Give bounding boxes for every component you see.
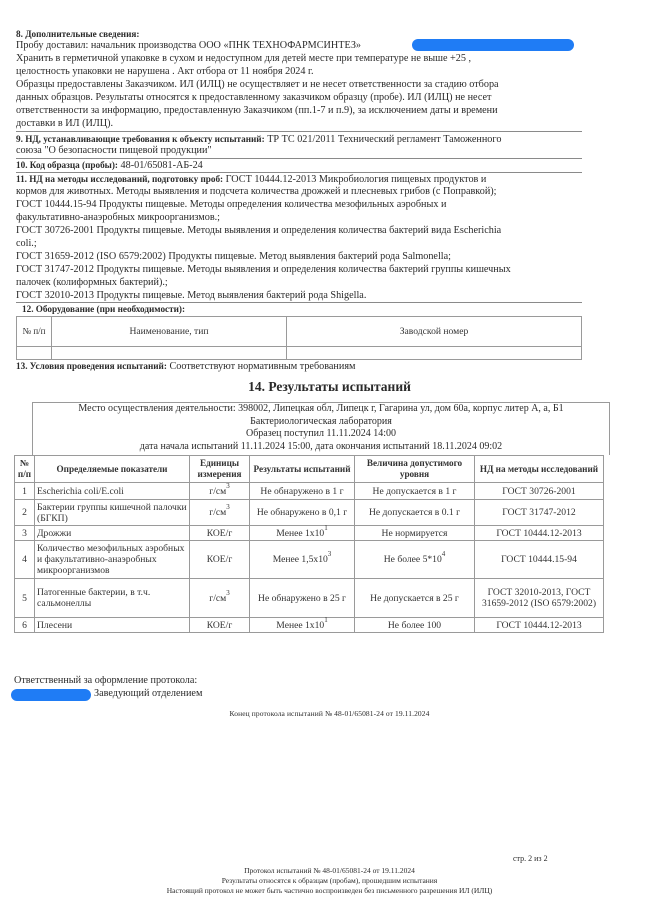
result: Менее $1x10^1$	[250, 618, 355, 633]
lab-name: Бактериологическая лаборатория	[250, 415, 392, 427]
section8-note-4: доставки в ИЛ (ИЛЦ).	[16, 118, 114, 129]
results-title: 14. Результаты испытаний	[248, 379, 411, 394]
limit: Не более $5*10^4$	[355, 541, 475, 579]
col-method: НД на методы исследований	[475, 456, 604, 483]
section9-text-2: союза "О безопасности пищевой продукции"	[16, 145, 212, 156]
result: Не обнаружено в 25 г	[250, 579, 355, 618]
result: Не обнаружено в 0,1 г	[250, 500, 355, 526]
indicator: Дрожжи	[35, 526, 190, 541]
indicator: Escherichia coli/E.coli	[35, 483, 190, 500]
table-row	[15, 579, 604, 618]
section11-line: палочек (колиформных бактерий).;	[16, 277, 168, 288]
indicator: Плесени	[35, 618, 190, 633]
limit: Не допускается в 25 г	[355, 579, 475, 618]
table-row	[15, 541, 604, 579]
section8-heading: 8. Дополнительные сведения:	[16, 29, 140, 39]
col-unit: Единицы измерения	[190, 456, 250, 483]
section13	[16, 360, 355, 374]
method: ГОСТ 10444.15-94	[475, 541, 604, 579]
unit: $г/см^3$	[190, 500, 250, 526]
table-row	[15, 618, 604, 633]
divider	[16, 131, 582, 132]
section8-note-3: ответственности за информацию, предоставленную Заказчиком (пп.1-7 и п.9), за исключением даты и времени	[16, 105, 498, 116]
section11-line: факультативно-анаэробных микроорганизмов.;	[16, 212, 221, 223]
section11-heading: 11. НД на методы исследований, подготовку проб:	[16, 174, 224, 184]
limit: Не нормируется	[355, 526, 475, 541]
section11	[16, 173, 486, 187]
section8-integrity: целостность упаковки не нарушена . Акт отбора от 11 ноября 2024 г.	[16, 66, 314, 77]
equipment-table	[16, 316, 582, 360]
method: ГОСТ 32010-2013, ГОСТ 31659-2012 (ISO 6579:2002)	[475, 579, 604, 618]
table-row	[15, 500, 604, 526]
row-number: 3	[15, 526, 35, 541]
col-number: № п/п	[15, 456, 35, 483]
col-name: Наименование, тип	[52, 317, 287, 347]
indicator: Количество мезофильных аэробных и факультативно-анаэробных микроорганизмов	[35, 541, 190, 579]
section11-text: ГОСТ 10444.12-2013 Микробиология пищевых продуктов и	[223, 174, 487, 185]
signature-label: Ответственный за оформление протокола:	[14, 675, 198, 686]
empty-cell	[287, 347, 582, 360]
section13-heading: 13. Условия проведения испытаний:	[16, 361, 167, 371]
unit: КОЕ/г	[190, 618, 250, 633]
lab-info-box	[32, 402, 610, 455]
unit: $г/см^3$	[190, 579, 250, 618]
section12-heading: 12. Оборудование (при необходимости):	[22, 304, 186, 314]
unit: $г/см^3$	[190, 483, 250, 500]
row-number: 5	[15, 579, 35, 618]
section11-line: ГОСТ 31659-2012 (ISO 6579:2002) Продукты пищевые. Метод выявления бактерий рода Salmonella;	[16, 251, 451, 262]
section11-line: ГОСТ 31747-2012 Продукты пищевые. Методы выявления и определения количества бактерий группы кишечных	[16, 264, 511, 275]
result: Менее $1x10^1$	[250, 526, 355, 541]
section11-line: ГОСТ 32010-2013 Продукты пищевые. Метод выявления бактерий рода Shigella.	[16, 290, 367, 301]
row-number: 6	[15, 618, 35, 633]
indicator: Патогенные бактерии, в т.ч. сальмонеллы	[35, 579, 190, 618]
row-number: 1	[15, 483, 35, 500]
limit: Не допускается в 0.1 г	[355, 500, 475, 526]
col-serial: Заводской номер	[287, 317, 582, 347]
section9-text: ТР ТС 021/2011 Технический регламент Таможенного	[264, 134, 502, 145]
col-number: № п/п	[17, 317, 52, 347]
section10-heading: 10. Код образца (пробы):	[16, 160, 118, 170]
limit: Не более 100	[355, 618, 475, 633]
result: Менее $1,5x10^3$	[250, 541, 355, 579]
row-number: 4	[15, 541, 35, 579]
col-indicator: Определяемые показатели	[35, 456, 190, 483]
section8-storage: Хранить в герметичной упаковке в сухом и недоступном для детей месте при температуре не выше +25 ,	[16, 53, 472, 64]
test-dates: дата начала испытаний 11.11.2024 15:00, дата окончания испытаний 18.11.2024 09:02	[139, 440, 503, 452]
section11-line: coli.;	[16, 238, 37, 249]
footer-line-3: Настоящий протокол не может быть частично воспроизведен без письменного разрешения ИЛ (ИЛЦ)	[166, 886, 493, 895]
method: ГОСТ 10444.12-2013	[475, 526, 604, 541]
section8-note-1: Образцы предоставлены Заказчиком. ИЛ (ИЛЦ) не осуществляет и не несет ответственности за стадию отбора	[16, 79, 499, 90]
redaction-mark	[11, 689, 91, 701]
method: ГОСТ 31747-2012	[475, 500, 604, 526]
sample-code: 48-01/65081-АБ-24	[117, 160, 203, 171]
table-row	[15, 526, 604, 541]
section11-line: ГОСТ 10444.15-94 Продукты пищевые. Методы определения количества мезофильных аэробных и	[16, 199, 447, 210]
method: ГОСТ 30726-2001	[475, 483, 604, 500]
section10	[16, 159, 203, 173]
result: Не обнаружено в 1 г	[250, 483, 355, 500]
protocol-end-note: Конец протокола испытаний № 48-01/65081-24 от 19.11.2024	[229, 709, 430, 718]
unit: КОЕ/г	[190, 541, 250, 579]
row-number: 2	[15, 500, 35, 526]
footer-line-1: Протокол испытаний № 48-01/65081-24 от 19.11.2024	[244, 866, 415, 875]
section9-heading: 9. НД, устанавливающие требования к объекту испытаний:	[16, 134, 265, 144]
section13-value: Соответствуют нормативным требованиям	[166, 361, 356, 372]
col-limit: Величина допустимого уровня	[355, 456, 475, 483]
sample-received: Образец поступил 11.11.2024 14:00	[246, 428, 396, 439]
col-result: Результаты испытаний	[250, 456, 355, 483]
indicator: Бактерии группы кишечной палочки (БГКП)	[35, 500, 190, 526]
signature-position: Заведующий отделением	[94, 688, 203, 699]
method: ГОСТ 10444.12-2013	[475, 618, 604, 633]
section8-delivery: Пробу доставил: начальник производства ООО «ПНК ТЕХНОФАРМСИНТЕЗ»	[16, 40, 362, 51]
section8-note-2: данных образцов. Результаты относятся к предоставленному заказчиком образцу (пробе). ИЛ (ИЛЦ) не несет	[16, 92, 492, 103]
section11-line: ГОСТ 30726-2001 Продукты пищевые. Методы выявления и определения количества бактерий вида Escherichia	[16, 225, 502, 236]
results-table	[14, 455, 604, 633]
table-row	[15, 483, 604, 500]
limit: Не допускается в 1 г	[355, 483, 475, 500]
empty-cell	[52, 347, 287, 360]
lab-place: Место осуществления деятельности: 398002, Липецкая обл, Липецк г, Гагарина ул, дом 60а, корпус литер А, а, Б1	[78, 403, 564, 414]
page-number: стр. 2 из 2	[513, 854, 548, 863]
empty-cell	[17, 347, 52, 360]
section11-line: кормов для животных. Методы выявления и подсчета количества дрожжей и плесневых грибов (с Поправкой);	[16, 186, 497, 197]
unit: КОЕ/г	[190, 526, 250, 541]
redaction-mark	[412, 39, 574, 51]
footer-line-2: Результаты относятся к образцам (пробам), прошедшим испытания	[221, 876, 438, 885]
